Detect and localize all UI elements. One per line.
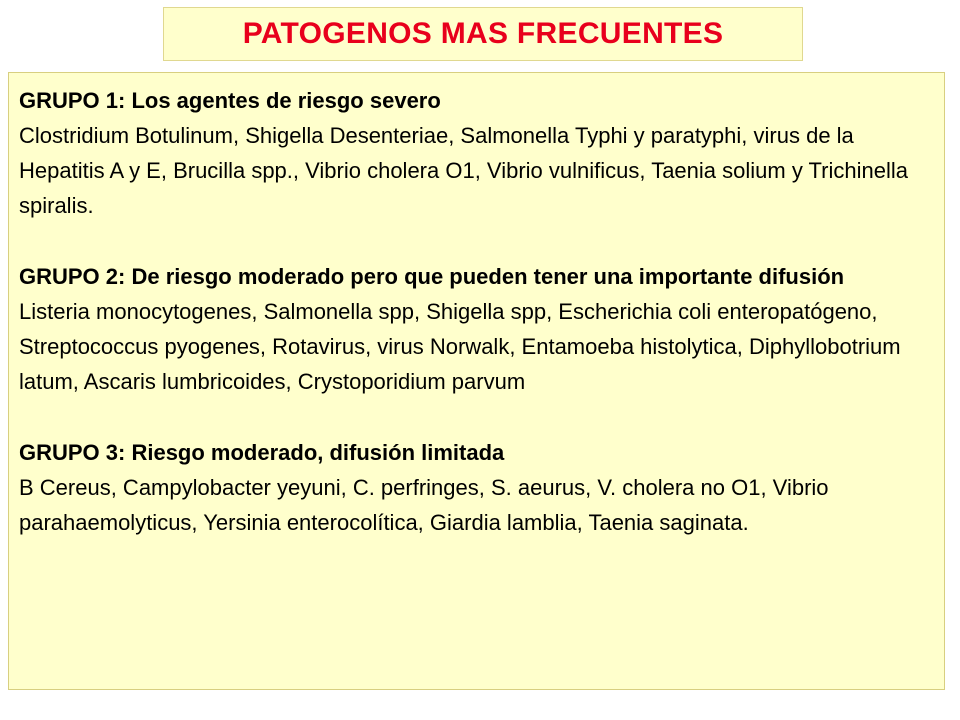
group-1-heading: GRUPO 1: Los agentes de riesgo severo [19,88,441,113]
group-1-body: Clostridium Botulinum, Shigella Desenteriae, Salmonella Typhi y paratyphi, virus de la Hepatitis A y E, Brucilla spp., Vibrio cholera O1, Vibrio vulnificus, Taenia solium y Trichinella spiralis. [19,123,908,218]
group-3-heading: GRUPO 3: Riesgo moderado, difusión limitada [19,440,505,465]
group-1 [19,83,934,223]
group-3-body: B Cereus, Campylobacter yeyuni, C. perfringes, S. aeurus, V. cholera no O1, Vibrio parahaemolyticus, Yersinia enterocolítica, Giardia lamblia, Taenia saginata. [19,475,829,535]
group-2-body: Listeria monocytogenes, Salmonella spp, Shigella spp, Escherichia coli enteropatógeno, Streptococcus pyogenes, Rotavirus, virus Norwalk, Entamoeba histolytica, Diphyllobotrium latum, Ascaris lumbricoides, Crystoporidium parvum [19,299,901,394]
group-2 [19,259,934,399]
group-2-heading: GRUPO 2: De riesgo moderado pero que pueden tener una importante difusión [19,264,845,289]
title-box [163,7,803,61]
group-3 [19,435,934,540]
page-title: PATOGENOS MAS FRECUENTES [242,17,724,50]
content-box [8,72,945,690]
